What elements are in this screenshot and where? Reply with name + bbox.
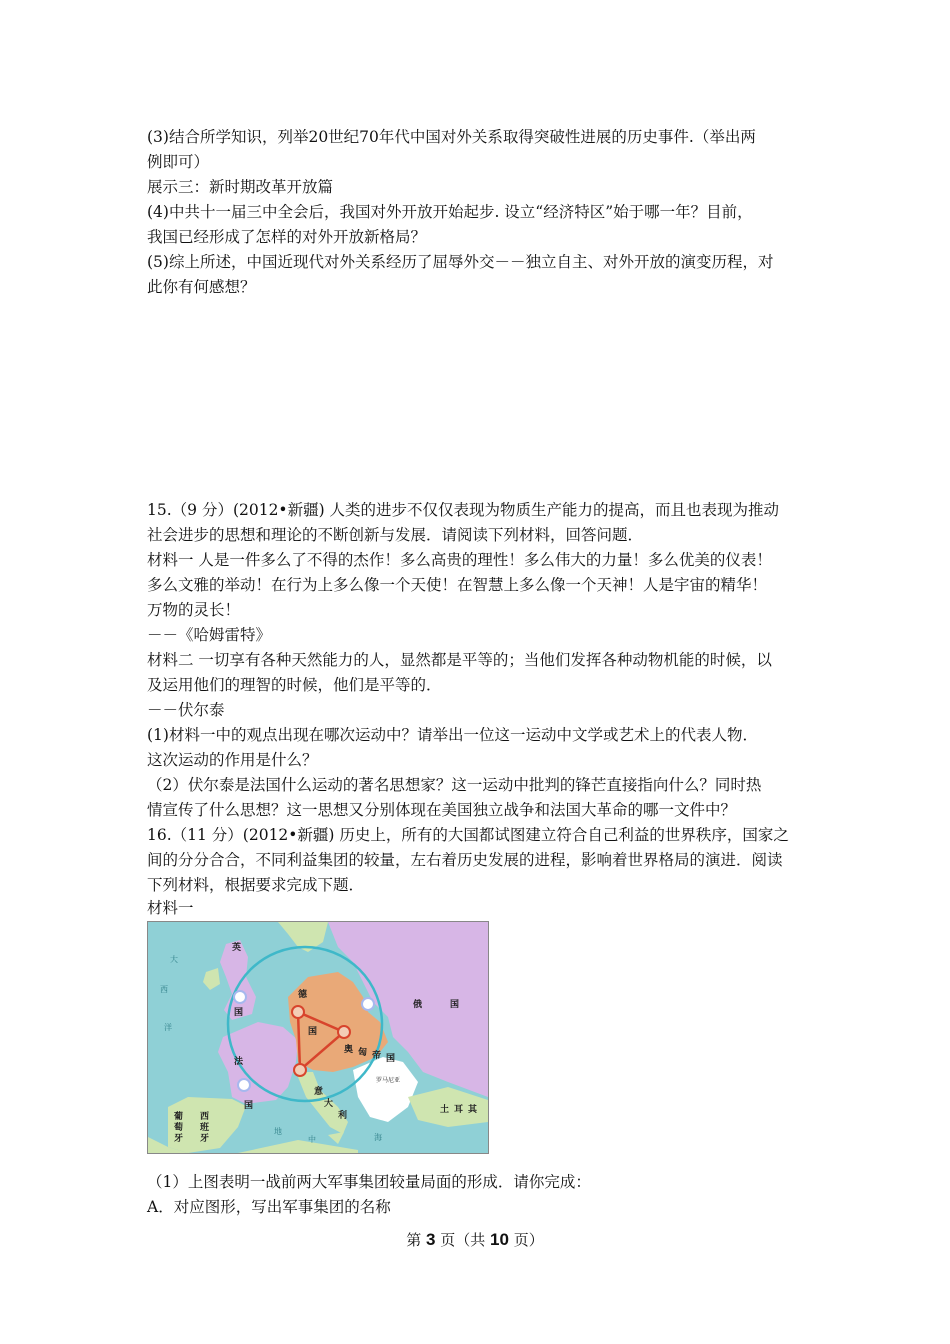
map-label-er: 耳: [454, 1105, 464, 1115]
q5-text-line1: (5)综上所述，中国近现代对外关系经历了屈辱外交－－独立自主、对外开放的演变历程，对: [147, 253, 774, 271]
q15-sub2-line1: （2）伏尔泰是法国什么运动的著名思想家？这一运动中批判的锋芒直接指向什么？同时热: [147, 776, 762, 794]
footer-prefix: 第: [406, 1231, 427, 1249]
q3-text-line1: (3)结合所学知识，列举20世纪70年代中国对外关系取得突破性进展的历史事件.（举出两: [147, 128, 756, 146]
map-label-ao: 奥: [344, 1045, 354, 1055]
q15-material1-source: －－《哈姆雷特》: [147, 626, 272, 644]
germany-node: [292, 1006, 304, 1018]
map-label-guo2: 国: [244, 1101, 254, 1111]
map-label-tao: 萄: [174, 1123, 184, 1133]
map-label-hai: 海: [374, 1133, 382, 1142]
q3-text-line2: 例即可）: [147, 153, 210, 171]
map-label-guo5: 国: [386, 1054, 396, 1064]
q15-material1-line1: 材料一 人是一件多么了不得的杰作！多么高贵的理性！多么伟大的力量！多么优美的仪表！: [147, 551, 772, 569]
map-label-zhong: 中: [308, 1135, 316, 1144]
map-label-ya2: 牙: [174, 1134, 184, 1144]
map-label-li: 利: [338, 1111, 348, 1121]
q15-sub1-line2: 这次运动的作用是什么？: [147, 751, 318, 769]
q15-material1-line3: 万物的灵长！: [147, 601, 241, 619]
map-label-ban: 班: [200, 1123, 210, 1133]
map-label-tu: 土: [440, 1105, 450, 1115]
map-label-da: 大: [324, 1099, 334, 1109]
page-footer: [0, 1228, 950, 1252]
footer-total-pages: 10: [490, 1230, 509, 1249]
map-label-xi: 西: [200, 1112, 210, 1122]
q15-sub2-line2: 情宣传了什么思想？这一思想又分别体现在美国独立战争和法国大革命的哪一文件中？: [147, 801, 737, 819]
britain-node: [234, 991, 246, 1003]
q16-sub1: （1）上图表明一战前两大军事集团较量局面的形成．请你完成：: [147, 1173, 591, 1191]
map-label-yi: 意: [314, 1087, 324, 1097]
map-label-yang: 洋: [164, 1023, 172, 1032]
q15-stem-line2: 社会进步的思想和理论的不断创新与发展．请阅读下列材料，回答问题．: [147, 526, 644, 544]
q16-stem-line1: 16.（11 分）(2012•新疆) 历史上，所有的大国都试图建立符合自己利益的世界秩序，国家之: [147, 826, 789, 844]
q15-material2-source: －－伏尔泰: [147, 701, 225, 719]
map-label-ying: 英: [232, 943, 242, 953]
q15-stem-line1: 15.（9 分）(2012•新疆) 人类的进步不仅仅表现为物质生产能力的提高，而且也表现为推动: [147, 501, 780, 519]
map-figure: [148, 922, 488, 1153]
q16-material-label: 材料一: [147, 899, 194, 917]
q15-material2-line1: 材料二 一切享有各种天然能力的人，显然都是平等的；当他们发挥各种动物机能的时候，以: [147, 651, 772, 669]
footer-suffix: 页）: [508, 1231, 544, 1249]
map-label-fa: 法: [234, 1057, 244, 1067]
q16-stem-line3: 下列材料，根据要求完成下题．: [147, 876, 365, 894]
map-label-xi2: 西: [160, 985, 168, 994]
russia-node: [362, 998, 374, 1010]
map-label-di: 帝: [372, 1051, 382, 1061]
map-label-di2: 地: [274, 1127, 282, 1136]
map-label-da2: 大: [170, 955, 178, 964]
map-label-guo3: 国: [308, 1027, 318, 1037]
france-node: [238, 1079, 250, 1091]
austria-node: [338, 1026, 350, 1038]
map-label-de: 德: [298, 990, 308, 1000]
q15-material1-line2: 多么文雅的举动！在行为上多么像一个天使！在智慧上多么像一个天神！人是宇宙的精华！: [147, 576, 768, 594]
q15-material2-line2: 及运用他们的理智的时候，他们是平等的．: [147, 676, 442, 694]
q15-sub1-line1: (1)材料一中的观点出现在哪次运动中？请举出一位这一运动中文学或艺术上的代表人物．: [147, 726, 758, 744]
map-label-pu: 葡: [174, 1112, 184, 1122]
map-label-qi: 其: [468, 1105, 478, 1115]
q4-text-line1: (4)中共十一届三中全会后，我国对外开放开始起步. 设立“经济特区”始于哪一年？目前，: [147, 203, 753, 221]
europe-alliance-map: [147, 921, 489, 1154]
q16-subA: A．对应图形，写出军事集团的名称: [147, 1198, 391, 1216]
section-heading-reform: 展示三：新时期改革开放篇: [147, 178, 334, 196]
italy-node: [294, 1064, 306, 1076]
footer-middle: 页（共: [435, 1231, 491, 1249]
map-label-e: 俄: [413, 1000, 423, 1010]
map-label-luo: 罗马尼亚: [376, 1077, 401, 1084]
map-label-guo4: 国: [450, 1000, 460, 1010]
footer-page-number: 3: [426, 1230, 436, 1249]
map-label-ya: 牙: [200, 1134, 210, 1144]
map-label-guo1: 国: [234, 1008, 244, 1018]
map-label-xiong: 匈: [358, 1048, 368, 1058]
q16-stem-line2: 间的分分合合，不同利益集团的较量，左右着历史发展的进程，影响着世界格局的演进．阅读: [147, 851, 783, 869]
q4-text-line2: 我国已经形成了怎样的对外开放新格局？: [147, 228, 427, 246]
q5-text-line2: 此你有何感想？: [147, 278, 256, 296]
